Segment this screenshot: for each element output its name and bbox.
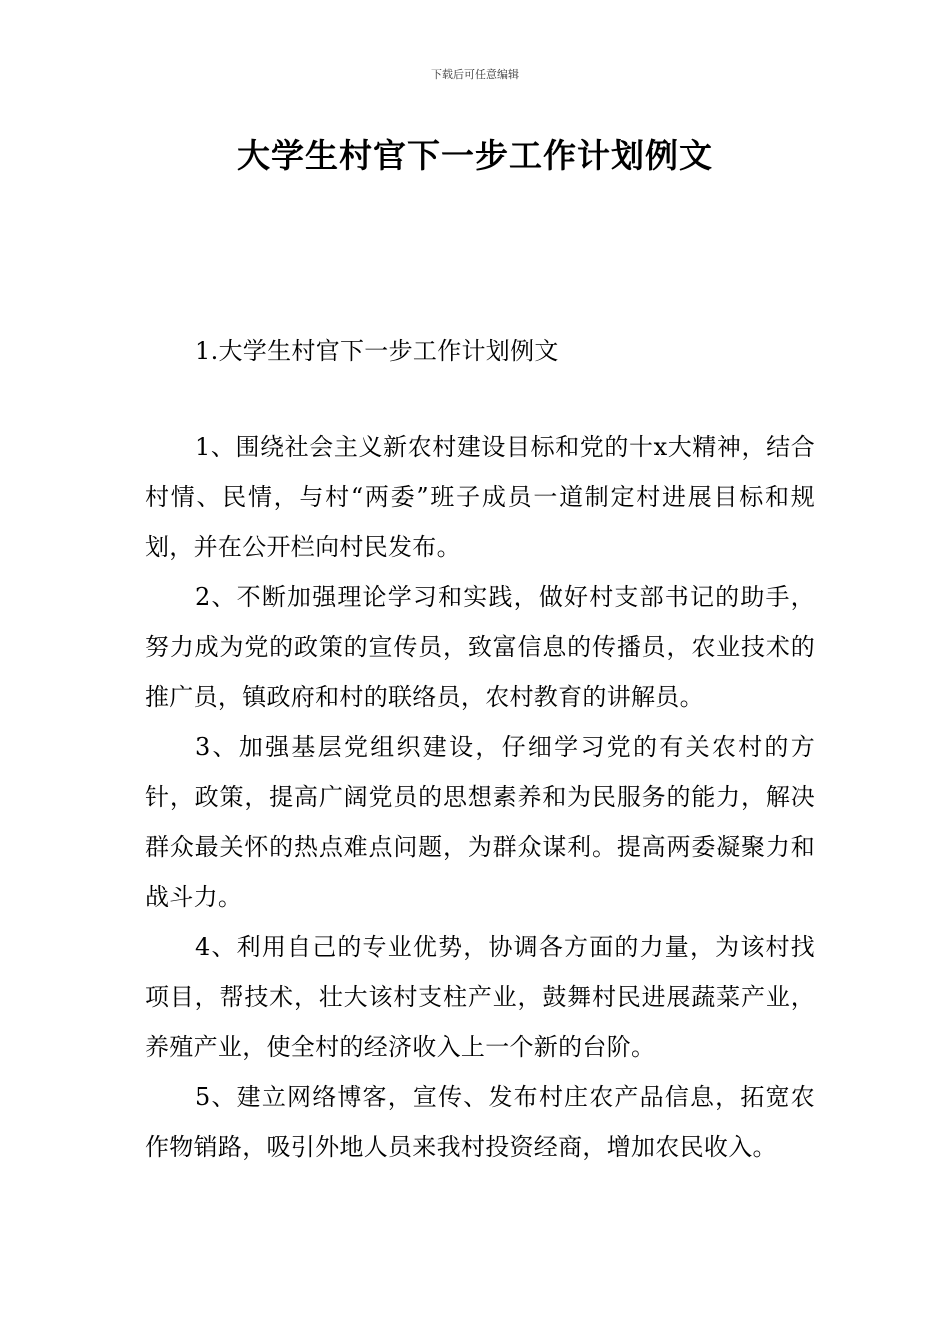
paragraph-1: 1、围绕社会主义新农村建设目标和党的十x大精神，结合村情、民情，与村“两委”班子成员一道制定村进展目标和规划，并在公开栏向村民发布。 (145, 433, 815, 561)
section-heading: 1.大学生村官下一步工作计划例文 (195, 337, 559, 365)
paragraph-2: 2、不断加强理论学习和实践，做好村支部书记的助手，努力成为党的政策的宣传员，致富信息的传播员，农业技术的推广员，镇政府和村的联络员，农村教育的讲解员。 (145, 583, 815, 711)
body-paragraphs (145, 422, 815, 1172)
paragraph-4: 4、利用自己的专业优势，协调各方面的力量，为该村找项目，帮技术，壮大该村支柱产业，鼓舞村民进展蔬菜产业，养殖产业，使全村的经济收入上一个新的台阶。 (145, 933, 815, 1061)
paragraph-3: 3、加强基层党组织建设，仔细学习党的有关农村的方针，政策，提高广阔党员的思想素养和为民服务的能力，解决群众最关怀的热点难点问题，为群众谋利。提高两委凝聚力和战斗力。 (145, 733, 815, 911)
document-title: 大学生村官下一步工作计划例文 (237, 136, 713, 175)
header-note: 下载后可任意编辑 (431, 68, 519, 81)
paragraph-5: 5、建立网络博客，宣传、发布村庄农产品信息，拓宽农作物销路，吸引外地人员来我村投资经商，增加农民收入。 (145, 1083, 815, 1161)
